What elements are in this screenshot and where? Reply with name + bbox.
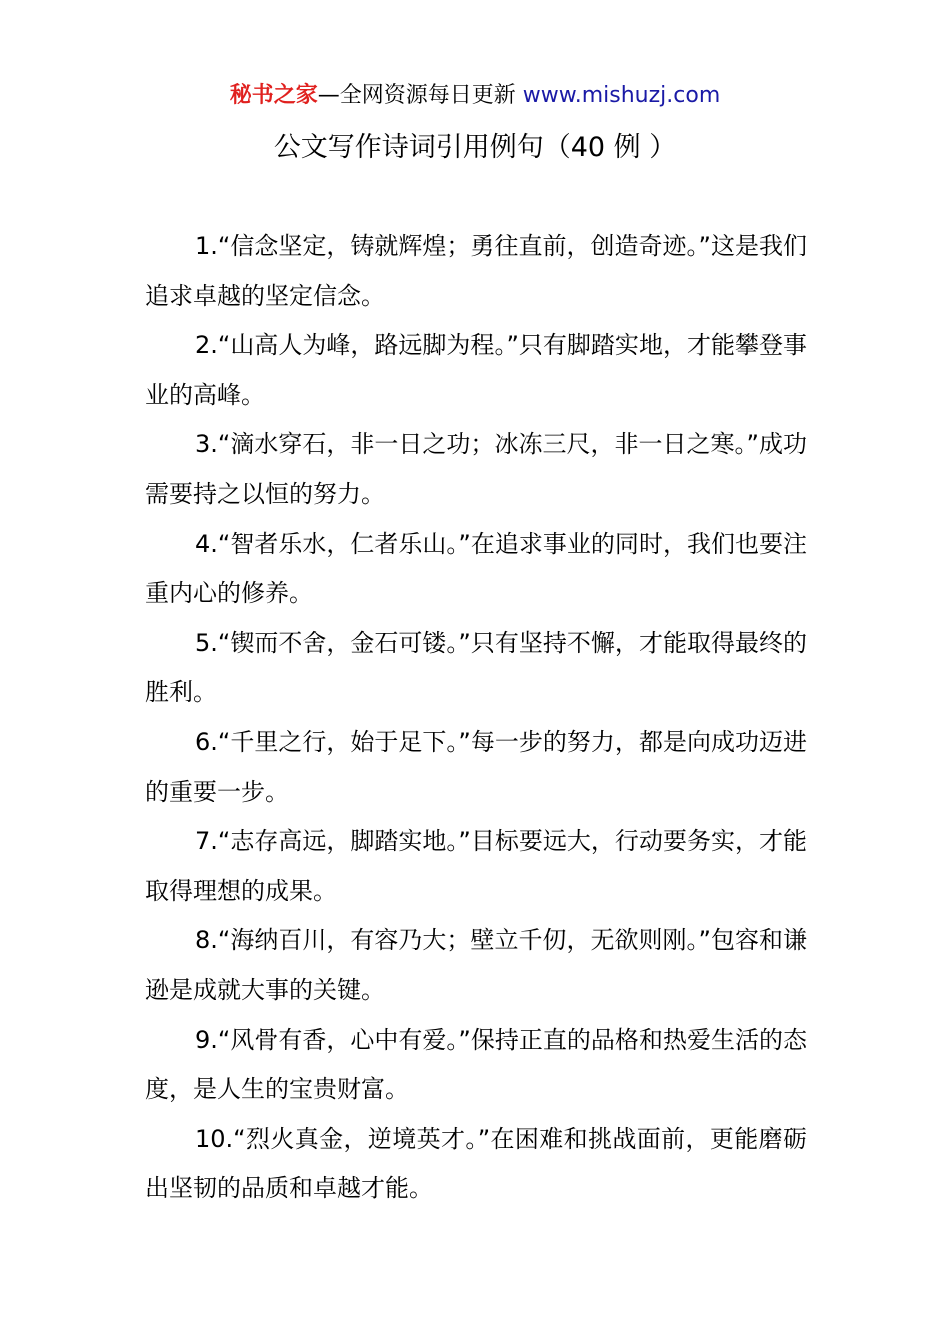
quote-paragraph: 1.“信念坚定，铸就辉煌；勇往直前，创造奇迹。”这是我们追求卓越的坚定信念。: [145, 232, 807, 310]
quote-paragraph: 2.“山高人为峰，路远脚为程。”只有脚踏实地，才能攀登事业的高峰。: [145, 331, 807, 409]
site-header: [0, 80, 950, 112]
document-body: [145, 222, 807, 1214]
quote-paragraph: 5.“锲而不舍，金石可镂。”只有坚持不懈，才能取得最终的胜利。: [145, 628, 807, 707]
quote-paragraph: 10.“烈火真金，逆境英才。”在困难和挑战面前，更能磨砺出坚韧的品质和卓越才能。: [145, 1124, 807, 1203]
site-brand: 秘书之家: [229, 83, 318, 108]
quote-paragraph: 4.“智者乐水，仁者乐山。”在追求事业的同时，我们也要注重内心的修养。: [145, 529, 807, 608]
quote-paragraph: 7.“志存高远，脚踏实地。”目标要远大，行动要务实，才能取得理想的成果。: [145, 827, 807, 905]
quote-paragraph: 8.“海纳百川，有容乃大；壁立千仞，无欲则刚。”包容和谦逊是成就大事的关键。: [145, 926, 807, 1004]
site-url-link[interactable]: www.mishuzj.com: [522, 83, 721, 108]
quote-paragraph: 3.“滴水穿石，非一日之功；冰冻三尺，非一日之寒。”成功需要持之以恒的努力。: [145, 430, 807, 508]
quote-paragraph: 6.“千里之行，始于足下。”每一步的努力，都是向成功迈进的重要一步。: [145, 727, 807, 806]
document-title: 公文写作诗词引用例句（40 例 ）: [273, 132, 677, 163]
quote-paragraph: 9.“风骨有香，心中有爱。”保持正直的品格和热爱生活的态度，是人生的宝贵财富。: [145, 1025, 807, 1104]
site-tagline: —全网资源每日更新: [317, 83, 516, 108]
